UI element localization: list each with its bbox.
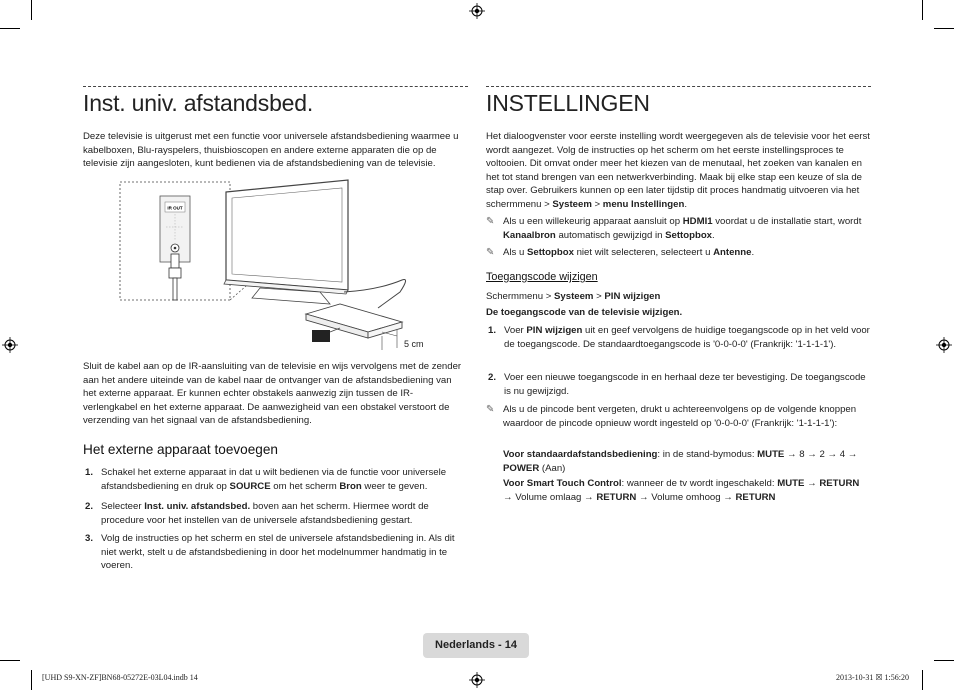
ir-plug bbox=[171, 254, 179, 268]
registration-mark-icon bbox=[2, 337, 18, 353]
step-number: 2. bbox=[85, 501, 94, 512]
note-item: ✎ Als u Settopbox niet wilt selecteren, selecteert u Antenne. bbox=[486, 247, 755, 258]
pencil-note-icon: ✎ bbox=[486, 216, 495, 227]
list-item: 2. Voer een nieuwe toegangscode in en herhaal deze ter bevestiging. De toegangscode is nu gewijzigd. bbox=[488, 372, 866, 397]
std-remote-reset: Voor standaardafstandsbediening: in de stand-bymodus: MUTE → 8 → 2 → 4 → POWER (Aan) bbox=[503, 449, 858, 474]
list-item: 2. Selecteer Inst. univ. afstandsbed. boven aan het scherm. Hiermee wordt de procedure voor het instellen van de universele afstandsbediening gestart. bbox=[85, 501, 429, 526]
crop-mark bbox=[922, 670, 923, 690]
registration-mark-icon bbox=[936, 337, 952, 353]
step-number: 3. bbox=[85, 533, 94, 544]
ir-cable bbox=[344, 280, 406, 309]
menu-path: Schermmenu > Systeem > PIN wijzigen bbox=[486, 291, 661, 302]
pencil-note-icon: ✎ bbox=[486, 247, 495, 258]
note-item: ✎ Als u een willekeurig apparaat aansluit op HDMI1 voordat u de installatie start, wordt Kanaalbron automatisch gewijzigd in Settopbox. bbox=[486, 216, 862, 241]
registration-mark-icon bbox=[469, 672, 485, 688]
header-rule-right bbox=[486, 86, 871, 87]
distance-label: 5 cm bbox=[404, 339, 424, 349]
page-title-left: Inst. univ. afstandsbed. bbox=[83, 90, 314, 116]
page-number-badge: Nederlands - 14 bbox=[423, 633, 529, 658]
registration-mark-icon bbox=[469, 3, 485, 19]
crop-mark bbox=[922, 0, 923, 20]
crop-mark bbox=[934, 28, 954, 29]
list-item: 1. Voer PIN wijzigen uit en geef vervolgens de huidige toegangscode op in het veld voor de toegangscode. De standaardtoegangscode is '0-0-0-0' (Frankrijk: '1-1-1-1'). bbox=[488, 325, 870, 350]
list-item: 3. Volg de instructies op het scherm en stel de universele afstandsbediening in. Als dit niet werkt, stelt u de afstandsbediening in door het modelnummer handmatig in te voeren. bbox=[85, 533, 455, 572]
step-number: 1. bbox=[488, 325, 497, 336]
print-slug-right: 2013-10-31 ☒ 1:56:20 bbox=[836, 673, 909, 682]
step-number: 2. bbox=[488, 372, 497, 383]
page-title-right: INSTELLINGEN bbox=[486, 90, 650, 116]
crop-mark bbox=[31, 0, 32, 20]
smart-touch-reset: Voor Smart Touch Control: wanneer de tv wordt ingeschakeld: MUTE → RETURN → Volume omlaag → RETURN → Volume omhoog → RETURN bbox=[503, 478, 860, 503]
intro-paragraph-left: Deze televisie is uitgerust met een functie voor universele afstandsbediening waarmee u kabelboxen, Blu-rayspelers, thuisbioscopen en andere externe apparaten die op de televisie zijn aangesloten, kunt bedienen via de afstandsbediening van de televisie. bbox=[83, 131, 459, 170]
ir-emitter bbox=[312, 330, 330, 342]
note-item: ✎ Als u de pincode bent vergeten, drukt u achtereenvolgens op de volgende knoppen waardoor de pincode opnieuw wordt ingesteld op '0-0-0-0' (Frankrijk: '1-1-1-1'): bbox=[486, 404, 857, 429]
crop-mark bbox=[0, 28, 20, 29]
step-number: 1. bbox=[85, 467, 94, 478]
print-slug-left: [UHD S9-XN-ZF]BN68-05272E-03L04.indb 14 bbox=[42, 673, 198, 682]
ir-cable-diagram bbox=[120, 180, 424, 360]
subheading-add-device: Het externe apparaat toevoegen bbox=[83, 442, 278, 457]
pin-description: De toegangscode van de televisie wijzigen. bbox=[486, 307, 683, 318]
crop-mark bbox=[31, 670, 32, 690]
intro-paragraph-right: Het dialoogvenster voor eerste instelling wordt weergegeven als de televisie voor het eerst wordt aangezet. Volg de instructies op het scherm om het eerste instellingsproces te voltooien. Dit omvat onder meer het kiezen van de menutaal, het zoeken van kanalen en het tot stand brengen van een netwerkverbinding. Maak bij elke stap een keuze of sla de stap over. Gebruikers kunnen op een later tijdstip dit proces handmatig uitvoeren via het schermmenu > Systeem > menu Instellingen. bbox=[486, 131, 870, 210]
list-item: 1. Schakel het externe apparaat in dat u wilt bedienen via de functie voor universele afstandsbediening en druk op SOURCE om het scherm Bron weer te geven. bbox=[85, 467, 447, 492]
subheading-change-pin: Toegangscode wijzigen bbox=[486, 271, 598, 283]
header-rule-left bbox=[83, 86, 468, 87]
crop-mark bbox=[934, 660, 954, 661]
pencil-note-icon: ✎ bbox=[486, 404, 495, 415]
crop-mark bbox=[0, 660, 20, 661]
ir-out-label: IR OUT bbox=[167, 205, 183, 211]
body-paragraph-left: Sluit de kabel aan op de IR-aansluiting van de televisie en wijs vervolgens met de zender aan het andere uiteinde van de kabel naar de ontvanger van de afstandsbediening van het externe apparaat. Er kunnen echter obstakels aanwezig zijn tussen de IR-verlengkabel en het externe apparaat. De aanwezigheid van een obstakel verstoort de verzending van het signaal van de afstandsbediening. bbox=[83, 361, 462, 427]
